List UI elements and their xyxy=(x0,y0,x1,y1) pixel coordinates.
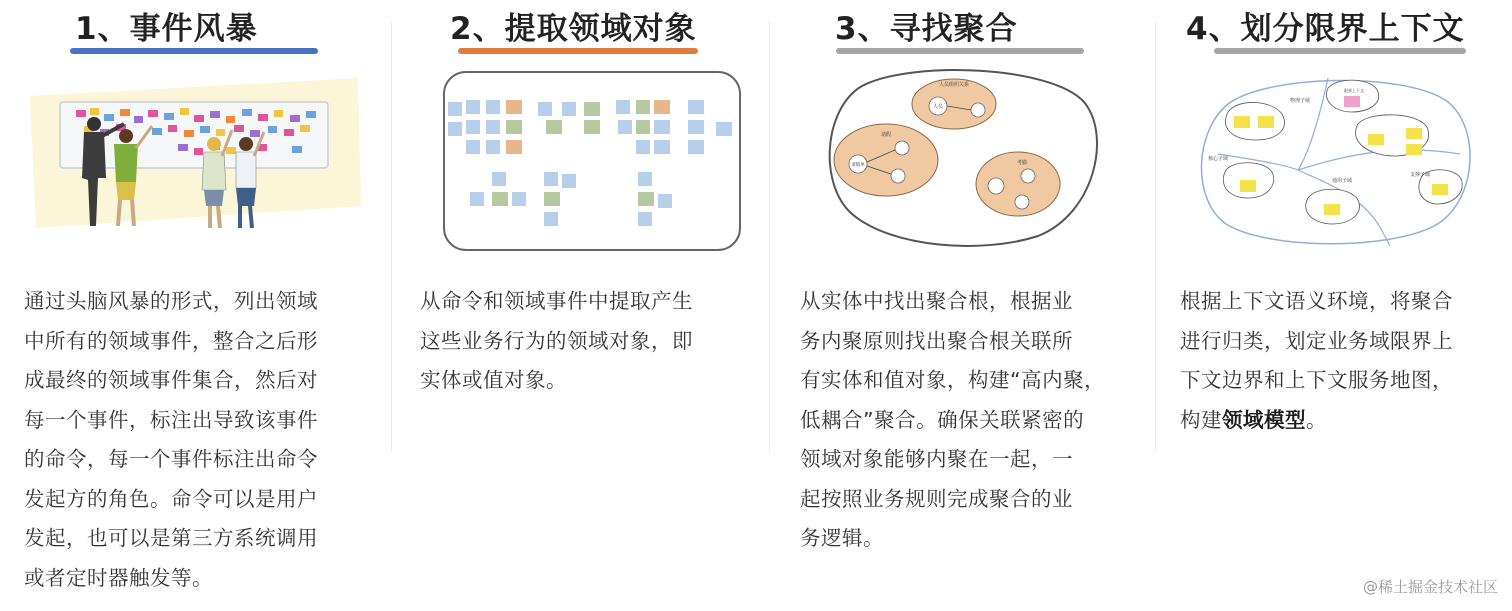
step-1-line: 的命令，每一个事件标注出命令 xyxy=(24,447,318,471)
step-4-last-line xyxy=(1180,401,1453,441)
aggregate-left xyxy=(834,124,938,196)
step-3-description xyxy=(800,282,1105,559)
step-2-title: 2、提取领域对象 xyxy=(450,11,697,47)
step-4-last-suffix: 。 xyxy=(1306,407,1327,432)
context-label: 限界上下文 xyxy=(1344,88,1364,93)
aggregate-right xyxy=(976,152,1060,216)
step-4-description xyxy=(1180,282,1453,440)
step-2-column xyxy=(392,0,768,611)
step-4-line: 进行归类，划定业务域限界上 xyxy=(1180,328,1453,353)
watermark: @稀土掘金技术社区 xyxy=(1362,578,1498,596)
step-1-line: 通过头脑风暴的形式，列出领域 xyxy=(24,289,318,313)
step-4-last-prefix: 构建 xyxy=(1180,407,1222,432)
step-3-line: 务内聚原则找出聚合根关联所 xyxy=(800,328,1073,353)
step-4-line: 根据上下文语义环境，将聚合 xyxy=(1180,289,1453,313)
step-1-column xyxy=(0,0,390,611)
aggregate-illustration xyxy=(822,64,1102,250)
step-1-line: 发起方的角色。命令可以是用户 xyxy=(24,486,318,511)
domain-model-keyword: 领域模型 xyxy=(1222,407,1306,432)
bounded-context-illustration xyxy=(1198,74,1474,246)
step-3-line: 低耦合”聚合。确保关联紧密的 xyxy=(800,407,1085,432)
subdomain-label: 物理子域 xyxy=(1290,98,1311,104)
step-3-line: 领域对象能够内聚在一起，一 xyxy=(800,447,1073,471)
step-2-description xyxy=(420,282,693,401)
step-4-column xyxy=(1156,0,1512,611)
aggregate-top xyxy=(912,79,996,129)
step-1-line: 每一个事件，标注出导致该事件 xyxy=(24,407,318,432)
step-1-line: 或者定时器触发等。 xyxy=(24,565,213,590)
step-1-underline xyxy=(70,48,318,54)
step-1-line: 发起，也可以是第三方系统调用 xyxy=(24,526,318,550)
step-3-line: 起按照业务规则完成聚合的业 xyxy=(800,486,1073,511)
step-3-line: 从实体中找出聚合根，根据业 xyxy=(800,289,1073,313)
step-4-title: 4、划分限界上下文 xyxy=(1186,11,1465,47)
step-3-column xyxy=(770,0,1154,611)
step-1-line: 成最终的领域事件集合，然后对 xyxy=(24,368,318,392)
step-3-line: 有实体和值对象，构建“高内聚， xyxy=(800,368,1106,392)
subdomain-label: 支撑子域 xyxy=(1410,172,1431,178)
step-2-line: 从命令和领域事件中提取产生 xyxy=(420,289,693,313)
step-2-line: 实体或值对象。 xyxy=(420,368,567,392)
step-4-line: 下文边界和上下文服务地图， xyxy=(1180,368,1453,392)
step-1-description xyxy=(24,282,318,598)
domain-objects-illustration xyxy=(440,68,746,254)
aggregate-right-label: 考勤 xyxy=(1016,160,1028,166)
aggregate-top-label: 人员组织关系 xyxy=(938,82,970,88)
step-3-title: 3、寻找聚合 xyxy=(835,11,1018,47)
event-storming-illustration xyxy=(28,66,363,238)
subdomain-label: 通用子域 xyxy=(1332,178,1353,184)
step-3-underline xyxy=(836,48,1084,54)
step-1-line: 中所有的领域事件，整合之后形 xyxy=(24,328,318,353)
step-3-line: 务逻辑。 xyxy=(800,526,884,550)
step-4-underline xyxy=(1214,48,1466,54)
step-2-line: 这些业务行为的领域对象，即 xyxy=(420,328,693,353)
step-2-underline xyxy=(458,48,698,54)
aggregate-left-label: 请假 xyxy=(880,132,892,138)
subdomain-label: 核心子域 xyxy=(1208,156,1229,162)
step-1-title: 1、事件风暴 xyxy=(75,11,258,47)
aggregate-left-entity: 请假单 xyxy=(851,163,865,168)
aggregate-top-entity: 人员 xyxy=(932,104,944,110)
